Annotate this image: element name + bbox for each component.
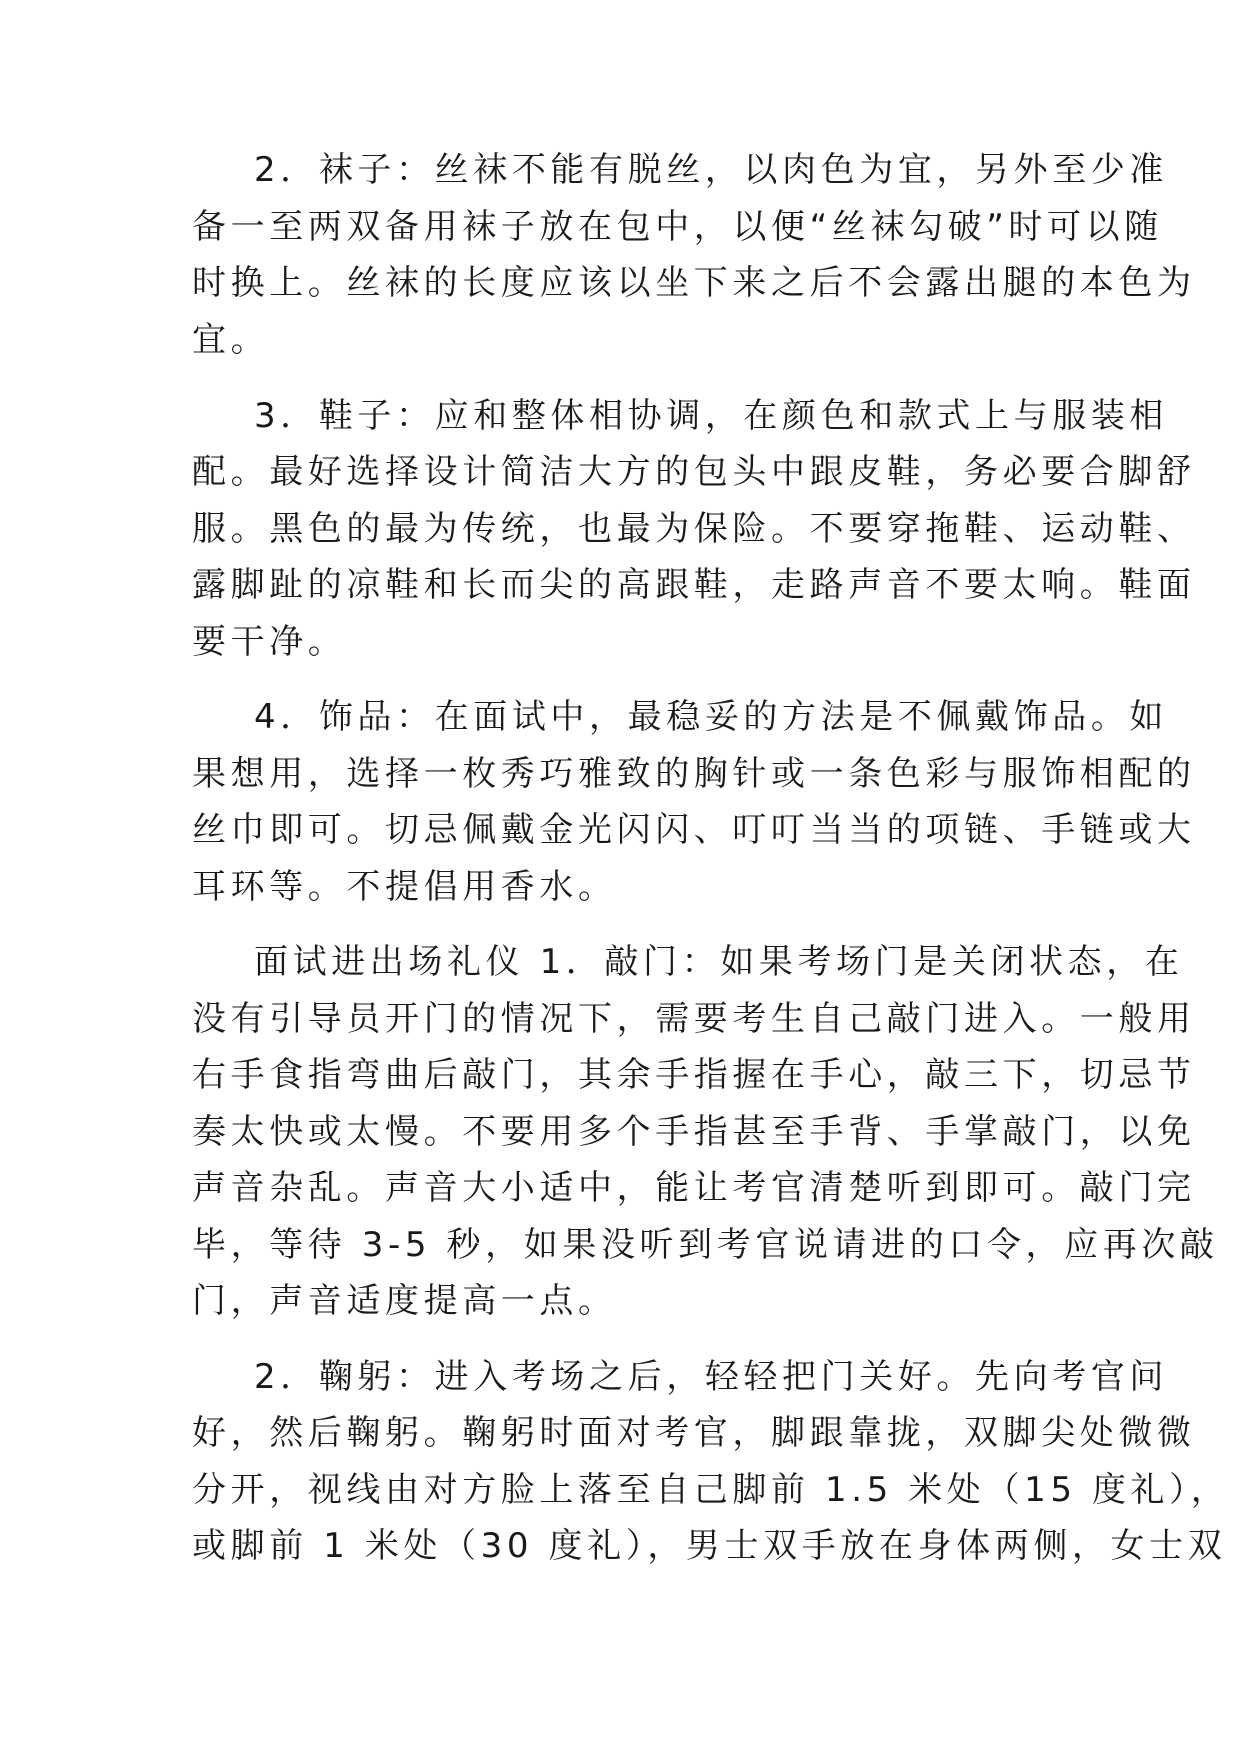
paragraph-1-line-1: 2．袜子：丝袜不能有脱丝，以肉色为宜，另外至少准 bbox=[254, 150, 1169, 190]
paragraph-4-line-3: 右手食指弯曲后敲门，其余手指握在手心，敲三下，切忌节 bbox=[192, 1055, 1196, 1095]
paragraph-3-line-1: 4．饰品：在面试中，最稳妥的方法是不佩戴饰品。如 bbox=[254, 697, 1169, 737]
paragraph-4-line-5: 声音杂乱。声音大小适中，能让考官清楚听到即可。敲门完 bbox=[192, 1168, 1196, 1208]
paragraph-4-line-4: 奏太快或太慢。不要用多个手指甚至手背、手掌敲门，以免 bbox=[192, 1112, 1196, 1152]
paragraph-2-line-3: 服。黑色的最为传统，也最为保险。不要穿拖鞋、运动鞋、 bbox=[192, 509, 1196, 549]
paragraph-1-line-3: 时换上。丝袜的长度应该以坐下来之后不会露出腿的本色为 bbox=[192, 263, 1196, 303]
paragraph-5-line-1: 2．鞠躬：进入考场之后，轻轻把门关好。先向考官问 bbox=[254, 1357, 1169, 1397]
paragraph-5-line-3: 分开，视线由对方脸上落至自己脚前 1.5 米处（15 度礼）， bbox=[192, 1470, 1230, 1510]
paragraph-4-line-1: 面试进出场礼仪 1．敲门：如果考场门是关闭状态，在 bbox=[254, 942, 1184, 982]
paragraph-3-line-3: 丝巾即可。切忌佩戴金光闪闪、叮叮当当的项链、手链或大 bbox=[192, 810, 1196, 850]
paragraph-3-line-2: 果想用，选择一枚秀巧雅致的胸针或一条色彩与服饰相配的 bbox=[192, 754, 1196, 794]
paragraph-5-line-4: 或脚前 1 米处（30 度礼），男士双手放在身体两侧，女士双 bbox=[192, 1526, 1227, 1566]
paragraph-1-line-2: 备一至两双备用袜子放在包中，以便“丝袜勾破”时可以随 bbox=[192, 207, 1163, 247]
paragraph-2-line-5: 要干净。 bbox=[192, 622, 347, 662]
paragraph-4-line-6: 毕，等待 3-5 秒，如果没听到考官说请进的口令，应再次敲 bbox=[192, 1225, 1219, 1265]
paragraph-4-line-7: 门，声音适度提高一点。 bbox=[192, 1281, 617, 1321]
paragraph-3-line-4: 耳环等。不提倡用香水。 bbox=[192, 867, 617, 907]
paragraph-4-line-2: 没有引导员开门的情况下，需要考生自己敲门进入。一般用 bbox=[192, 999, 1196, 1039]
paragraph-2-line-4: 露脚趾的凉鞋和长而尖的高跟鞋，走路声音不要太响。鞋面 bbox=[192, 565, 1196, 605]
paragraph-1-line-4: 宜。 bbox=[192, 320, 270, 360]
paragraph-2-line-2: 配。最好选择设计简洁大方的包头中跟皮鞋，务必要合脚舒 bbox=[192, 452, 1196, 492]
paragraph-5-line-2: 好，然后鞠躬。鞠躬时面对考官，脚跟靠拢，双脚尖处微微 bbox=[192, 1413, 1196, 1453]
paragraph-2-line-1: 3．鞋子：应和整体相协调，在颜色和款式上与服装相 bbox=[254, 396, 1169, 436]
